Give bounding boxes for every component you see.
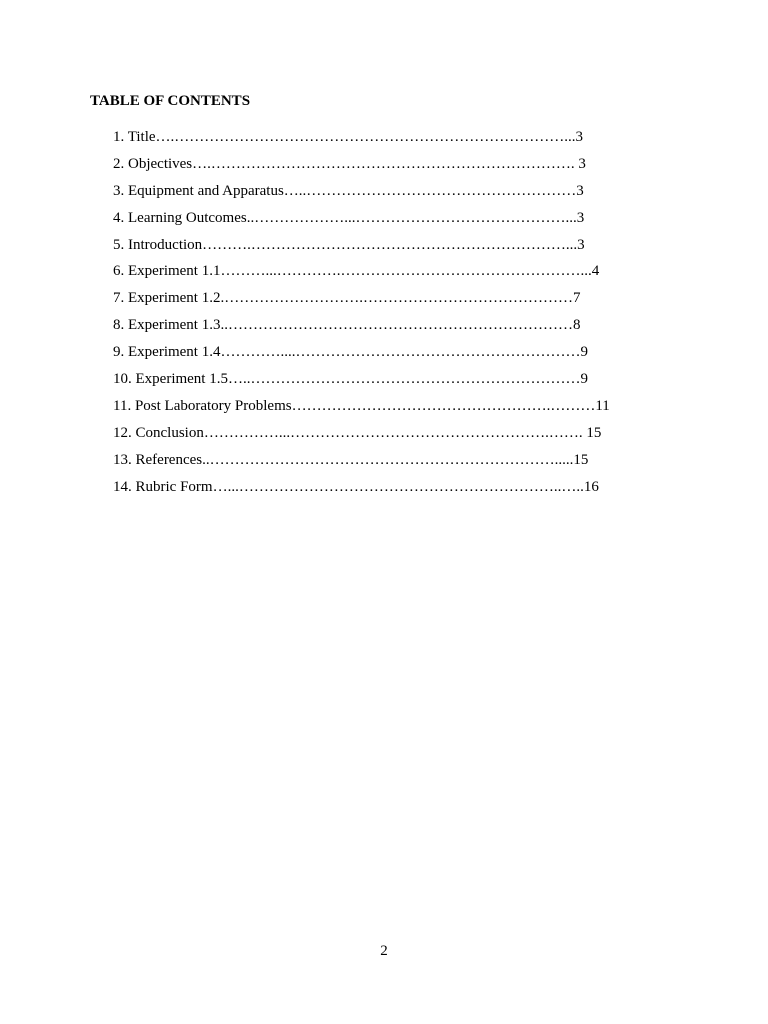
toc-entry-text: 8. Experiment 1.3..……………………………………………………………8	[113, 317, 581, 334]
toc-entry-text: 13. References..…………………………………………………………….....15	[113, 451, 589, 468]
toc-entry-text: 6. Experiment 1.1………...………….…………………………………………...4	[113, 263, 600, 280]
toc-entry-text: 7. Experiment 1.2.……………………….……………………………………7	[113, 290, 581, 307]
toc-entry	[113, 342, 613, 369]
toc-entry	[113, 261, 613, 288]
toc-entry-text: 5. Introduction……….………………………………………………………...3	[113, 236, 585, 253]
toc-entry-text: 2. Objectives….………………………………………………………………. 3	[113, 155, 586, 172]
toc-entry	[113, 154, 613, 181]
page-number: 2	[380, 943, 388, 959]
toc-entry	[113, 315, 613, 342]
toc-entry	[113, 369, 613, 396]
toc-entry	[113, 450, 613, 477]
toc-entry-text: 14. Rubric Form…...………………………………………………………..…..16	[113, 478, 599, 495]
toc-entry-text: 4. Learning Outcomes..………………...……………………………………...3	[113, 209, 585, 226]
toc-entry-text: 10. Experiment 1.5…..…………………………………………………………9	[113, 371, 588, 388]
toc-entry-text: 9. Experiment 1.4…………....…………………………………………………9	[113, 344, 588, 361]
toc-entry	[113, 208, 613, 235]
toc-list	[113, 127, 613, 503]
toc-entry-text: 11. Post Laboratory Problems…………………………………………….………11	[113, 397, 610, 414]
toc-entry	[113, 127, 613, 154]
toc-entry	[113, 235, 613, 262]
toc-entry	[113, 396, 613, 423]
toc-entry	[113, 288, 613, 315]
toc-entry	[113, 423, 613, 450]
toc-entry-text: 12. Conclusion……………...…………………………………………….……. 15	[113, 424, 602, 441]
toc-entry	[113, 477, 613, 504]
toc-entry-text: 3. Equipment and Apparatus…..………………………………………………3	[113, 182, 584, 199]
toc-heading: TABLE OF CONTENTS	[90, 93, 251, 109]
toc-entry	[113, 181, 613, 208]
toc-entry-text: 1. Title….……………………………………………………………………...3	[113, 129, 584, 145]
